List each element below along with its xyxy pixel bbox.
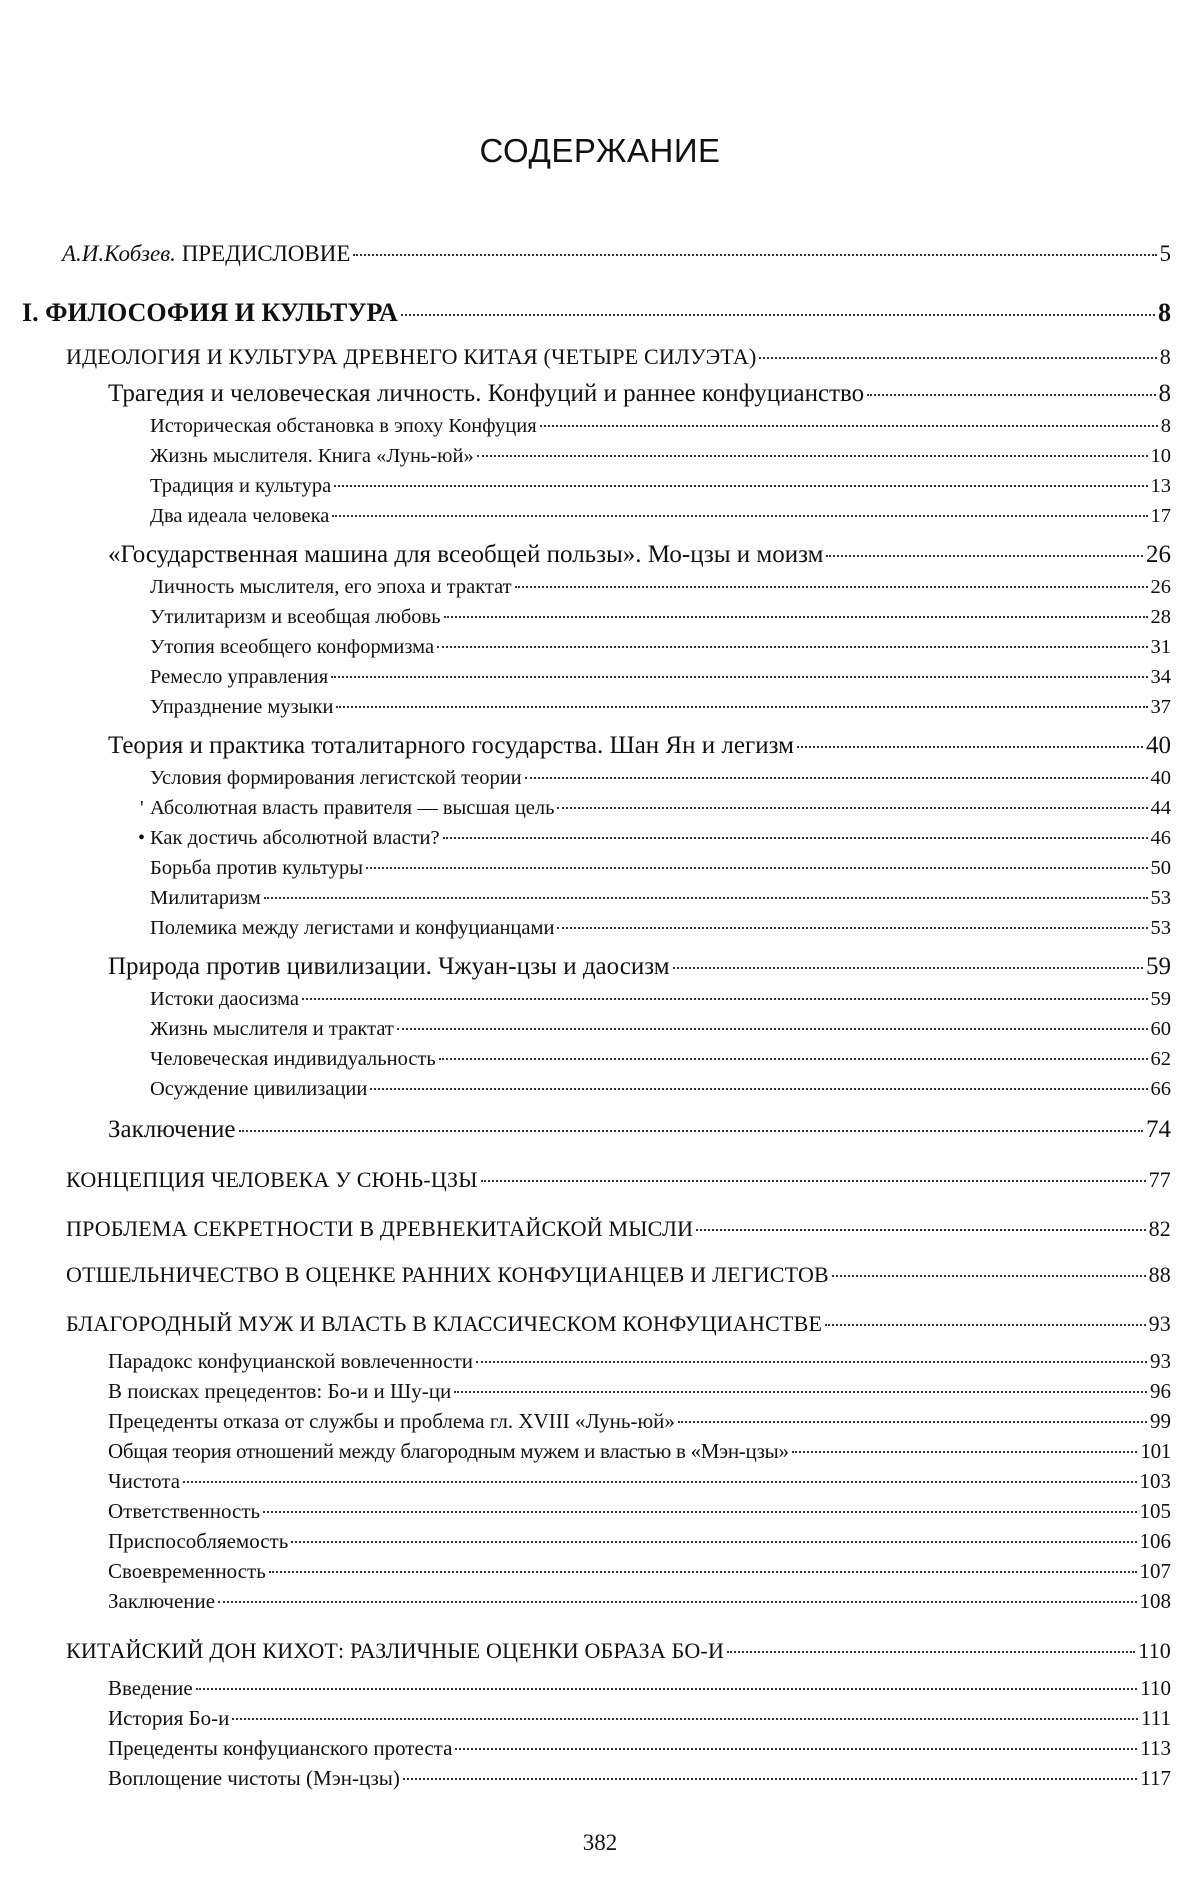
toc-page-number: 40 xyxy=(1146,732,1171,759)
toc-topic xyxy=(150,857,1171,880)
toc-entry-text: Полемика между легистами и конфуцианцами xyxy=(150,917,555,939)
toc-topic xyxy=(150,475,1171,498)
toc-topic xyxy=(108,1469,1171,1494)
toc-entry-preface xyxy=(62,241,1171,267)
toc-page-number: 93 xyxy=(1148,1311,1171,1336)
toc-topic xyxy=(150,666,1171,689)
toc-topic xyxy=(108,1589,1171,1614)
dot-leader xyxy=(239,1130,1144,1132)
dot-leader xyxy=(481,1180,1146,1182)
toc-section xyxy=(22,298,1171,328)
toc-entry-text: Введение xyxy=(108,1676,193,1700)
margin-tick-mark: ' xyxy=(140,797,144,819)
dot-leader xyxy=(264,897,1148,899)
dot-leader xyxy=(454,1391,1147,1393)
toc-entry-text: Заключение xyxy=(108,1116,236,1143)
toc-entry-text: Жизнь мыслителя и трактат xyxy=(150,1018,394,1040)
dot-leader xyxy=(525,777,1148,779)
toc-entry-text: Осуждение цивилизации xyxy=(150,1078,368,1100)
dot-leader xyxy=(797,746,1143,748)
toc-subchapter xyxy=(108,1116,1171,1144)
toc-page-number: 82 xyxy=(1148,1216,1171,1241)
toc-entry-text: Как достичь абсолютной власти? xyxy=(150,827,440,849)
toc-topic xyxy=(150,696,1171,719)
toc-page-number: 110 xyxy=(1140,1676,1171,1700)
margin-tick-mark: • xyxy=(138,827,146,849)
dot-leader xyxy=(183,1481,1136,1483)
dot-leader xyxy=(443,837,1148,839)
preface-label: ПРЕДИСЛОВИЕ xyxy=(181,241,351,266)
toc-entry-text: БЛАГОРОДНЫЙ МУЖ И ВЛАСТЬ В КЛАССИЧЕСКОМ КОНФУЦИАНСТВЕ xyxy=(66,1311,823,1336)
toc-entry-text: Абсолютная власть правителя — высшая цель xyxy=(150,797,555,819)
toc-entry-text: Чистота xyxy=(108,1469,181,1493)
toc-page-number: 46 xyxy=(1150,827,1171,849)
dot-leader xyxy=(557,807,1147,809)
toc-page-number: 113 xyxy=(1140,1736,1171,1760)
toc-page-number: 74 xyxy=(1146,1116,1171,1143)
toc-page-number: 8 xyxy=(1158,380,1171,407)
toc-entry-text: Упразднение музыки xyxy=(150,696,334,718)
toc-topic xyxy=(108,1439,1171,1464)
toc-entry-text: Теория и практика тоталитарного государства. Шан Ян и легизм xyxy=(108,732,794,759)
page-title: СОДЕРЖАНИЕ xyxy=(479,132,721,169)
toc-entry-text: Заключение xyxy=(108,1589,216,1613)
toc-page-number: 77 xyxy=(1148,1167,1171,1192)
toc-page-number: 107 xyxy=(1139,1559,1171,1583)
toc-topic xyxy=(150,797,1171,820)
toc-page-number: 34 xyxy=(1150,666,1171,688)
toc-chapter xyxy=(66,344,1171,370)
toc-entry-text: Своевременность xyxy=(108,1559,266,1583)
toc-topic xyxy=(108,1409,1171,1434)
toc-entry-text: Милитаризм xyxy=(150,887,261,909)
toc-entry-text: Парадокс конфуцианской вовлеченности xyxy=(108,1349,473,1373)
dot-leader xyxy=(269,1571,1137,1573)
dot-leader xyxy=(727,1651,1135,1653)
toc-entry-text: Трагедия и человеческая личность. Конфуций и раннее конфуцианство xyxy=(108,380,865,407)
toc-topic xyxy=(150,606,1171,629)
toc-page-number: 101 xyxy=(1140,1439,1171,1463)
toc-subchapter xyxy=(108,541,1171,569)
dot-leader xyxy=(759,357,1156,359)
toc-topic xyxy=(108,1766,1171,1791)
toc-page-number: 53 xyxy=(1150,917,1171,939)
dot-leader xyxy=(353,254,1156,256)
dot-leader xyxy=(540,425,1158,427)
toc-topic xyxy=(108,1349,1171,1374)
dot-leader xyxy=(401,314,1155,316)
toc-entry-text: История Бо-и xyxy=(108,1706,230,1730)
toc-page-number: 110 xyxy=(1138,1638,1171,1663)
dot-leader xyxy=(291,1541,1136,1543)
toc-page-number: 28 xyxy=(1150,606,1171,628)
dot-leader xyxy=(825,1324,1146,1326)
dot-leader xyxy=(232,1718,1138,1720)
toc-page-number: 53 xyxy=(1150,887,1171,909)
dot-leader xyxy=(196,1688,1138,1690)
dot-leader xyxy=(218,1601,1136,1603)
dot-leader xyxy=(263,1511,1136,1513)
toc-page-number: 8 xyxy=(1160,415,1171,437)
toc-page-number: 66 xyxy=(1150,1078,1171,1100)
toc-topic xyxy=(108,1559,1171,1584)
toc-entry-text: Природа против цивилизации. Чжуан-цзы и даосизм xyxy=(108,953,670,980)
toc-entry-text: Человеческая индивидуальность xyxy=(150,1048,436,1070)
toc-page-number: 50 xyxy=(1150,857,1171,879)
toc-topic xyxy=(150,576,1171,599)
toc-page-number: 117 xyxy=(1140,1766,1171,1790)
toc-entry-text: КИТАЙСКИЙ ДОН КИХОТ: РАЗЛИЧНЫЕ ОЦЕНКИ ОБРАЗА БО-И xyxy=(66,1638,725,1663)
toc-page-number: 13 xyxy=(1150,475,1171,497)
toc-topic xyxy=(108,1499,1171,1524)
toc-page-number: 93 xyxy=(1150,1349,1171,1373)
toc-page-number: 40 xyxy=(1150,767,1171,789)
toc-entry-text: Воплощение чистоты (Мэн-цзы) xyxy=(108,1766,400,1790)
toc-entry-text: ИДЕОЛОГИЯ И КУЛЬТУРА ДРЕВНЕГО КИТАЯ (ЧЕТЫРЕ СИЛУЭТА) xyxy=(66,344,757,369)
toc-page-number: 31 xyxy=(1150,636,1171,658)
toc-entry-text xyxy=(62,241,350,267)
toc-topic xyxy=(150,415,1171,438)
toc-topic xyxy=(108,1736,1171,1761)
dot-leader xyxy=(476,1361,1147,1363)
dot-leader xyxy=(832,1275,1146,1277)
toc-entry-text: Приспособляемость xyxy=(108,1529,289,1553)
dot-leader xyxy=(444,616,1148,618)
toc-chapter xyxy=(66,1167,1171,1193)
toc-topic xyxy=(150,887,1171,910)
toc-entry-text: Два идеала человека xyxy=(150,505,330,527)
toc-entry-text: Истоки даосизма xyxy=(150,988,299,1010)
dot-leader xyxy=(370,1088,1147,1090)
dot-leader xyxy=(696,1229,1145,1231)
toc-entry-text: КОНЦЕПЦИЯ ЧЕЛОВЕКА У СЮНЬ-ЦЗЫ xyxy=(66,1167,478,1192)
dot-leader xyxy=(403,1778,1137,1780)
dot-leader xyxy=(437,646,1147,648)
toc-entry-text: ПРОБЛЕМА СЕКРЕТНОСТИ В ДРЕВНЕКИТАЙСКОЙ МЫСЛИ xyxy=(66,1216,694,1241)
toc-topic xyxy=(150,1078,1171,1101)
toc-subchapter xyxy=(108,380,1171,408)
toc-entry-text: Жизнь мыслителя. Книга «Лунь-юй» xyxy=(150,445,474,467)
toc-topic xyxy=(108,1379,1171,1404)
toc-entry-text: В поисках прецедентов: Бо-и и Шу-ци xyxy=(108,1379,452,1403)
toc-chapter xyxy=(66,1262,1171,1288)
toc-entry-text: Ответственность xyxy=(108,1499,261,1523)
toc-entry-text: I. ФИЛОСОФИЯ И КУЛЬТУРА xyxy=(22,298,398,327)
dot-leader xyxy=(334,485,1147,487)
toc-page-number: 62 xyxy=(1150,1048,1171,1070)
dot-leader xyxy=(439,1058,1148,1060)
toc-entry-text: ОТШЕЛЬНИЧЕСТВО В ОЦЕНКЕ РАННИХ КОНФУЦИАНЦЕВ И ЛЕГИСТОВ xyxy=(66,1262,829,1287)
dot-leader xyxy=(477,455,1148,457)
toc-topic xyxy=(150,636,1171,659)
toc-entry-text: Традиция и культура xyxy=(150,475,332,497)
toc-page-number: 59 xyxy=(1150,988,1171,1010)
dot-leader xyxy=(366,867,1148,869)
dot-leader xyxy=(557,927,1147,929)
toc-page-number: 103 xyxy=(1139,1469,1171,1493)
toc-page-number: 105 xyxy=(1139,1499,1171,1523)
dot-leader xyxy=(455,1748,1137,1750)
toc-page-number: 8 xyxy=(1159,344,1171,369)
toc-entry-text: Прецеденты конфуцианского протеста xyxy=(108,1736,453,1760)
toc-topic xyxy=(150,827,1171,850)
dot-leader xyxy=(792,1451,1138,1453)
toc-topic xyxy=(150,505,1171,528)
toc-entry-text: Борьба против культуры xyxy=(150,857,363,879)
dot-leader xyxy=(515,586,1148,588)
toc-entry-text: Утопия всеобщего конформизма xyxy=(150,636,435,658)
toc-topic xyxy=(108,1529,1171,1554)
toc-topic xyxy=(150,917,1171,940)
toc-page-number: 96 xyxy=(1150,1379,1171,1403)
toc-subchapter xyxy=(108,732,1171,760)
toc-topic xyxy=(150,988,1171,1011)
toc-page-number: 26 xyxy=(1150,576,1171,598)
dot-leader xyxy=(826,555,1143,557)
page-number: 382 xyxy=(582,1830,618,1855)
dot-leader xyxy=(673,967,1143,969)
toc-topic xyxy=(108,1706,1171,1731)
preface-author: А.И.Кобзев. xyxy=(62,241,176,266)
dot-leader xyxy=(331,676,1147,678)
dot-leader xyxy=(332,515,1147,517)
toc-page-number: 44 xyxy=(1150,797,1171,819)
toc-page-number: 10 xyxy=(1150,445,1171,467)
toc-page-number: 17 xyxy=(1150,505,1171,527)
toc-page-number: 106 xyxy=(1139,1529,1171,1553)
toc-page-number: 111 xyxy=(1141,1706,1171,1730)
toc-page-number: 5 xyxy=(1159,241,1171,266)
toc-topic xyxy=(150,1018,1171,1041)
toc-page-number: 108 xyxy=(1139,1589,1171,1613)
toc-page-number: 37 xyxy=(1150,696,1171,718)
toc-page-number: 8 xyxy=(1158,298,1171,327)
toc-entry-text: Прецеденты отказа от службы и проблема гл. XVIII «Лунь-юй» xyxy=(108,1409,675,1433)
toc-entry-text: Условия формирования легистской теории xyxy=(150,767,522,789)
toc-entry-text: Утилитаризм и всеобщая любовь xyxy=(150,606,441,628)
toc-subchapter xyxy=(108,953,1171,981)
dot-leader xyxy=(302,998,1148,1000)
toc-topic xyxy=(108,1676,1171,1701)
toc-entry-text: Ремесло управления xyxy=(150,666,329,688)
toc-page-number: 59 xyxy=(1146,953,1171,980)
dot-leader xyxy=(867,394,1155,396)
toc-page-number: 60 xyxy=(1150,1018,1171,1040)
toc-entry-text: «Государственная машина для всеобщей пользы». Мо-цзы и моизм xyxy=(108,541,824,568)
toc-chapter xyxy=(66,1638,1171,1664)
toc-topic xyxy=(150,767,1171,790)
toc-chapter xyxy=(66,1311,1171,1337)
toc-page-number: 88 xyxy=(1148,1262,1171,1287)
toc-page-number: 26 xyxy=(1146,541,1171,568)
dot-leader xyxy=(397,1028,1148,1030)
toc-topic xyxy=(150,445,1171,468)
toc-chapter xyxy=(66,1216,1171,1242)
toc-entry-text: Общая теория отношений между благородным мужем и властью в «Мэн-цзы» xyxy=(108,1439,789,1463)
dot-leader xyxy=(678,1421,1147,1423)
toc-page-number: 99 xyxy=(1150,1409,1171,1433)
toc-topic xyxy=(150,1048,1171,1071)
dot-leader xyxy=(336,706,1147,708)
toc-entry-text: Историческая обстановка в эпоху Конфуция xyxy=(150,415,537,437)
toc-entry-text: Личность мыслителя, его эпоха и трактат xyxy=(150,576,512,598)
